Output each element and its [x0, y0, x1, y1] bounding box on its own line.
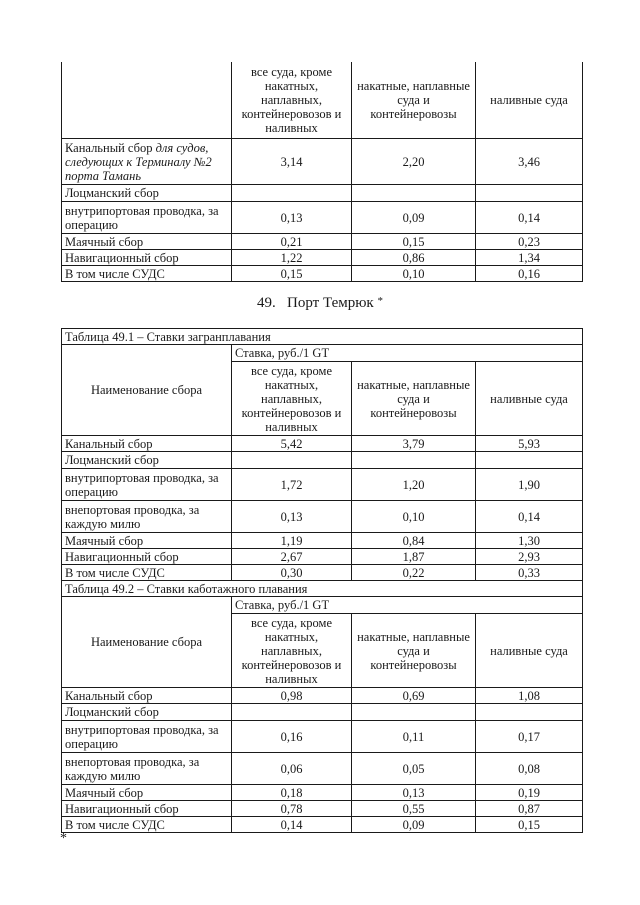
empty-cell [232, 704, 352, 721]
row-label: внутрипортовая проводка, за операцию [62, 202, 232, 234]
row-label: Маячный сбор [62, 533, 232, 549]
rate-header: Ставка, руб./1 GT [232, 345, 583, 362]
table-row [62, 185, 583, 202]
empty-cell [476, 185, 583, 202]
header-cell-all-vessels: все суда, кроме накатных, наплавных, контейнеровозов и наливных [232, 362, 352, 436]
value-cell: 1,08 [476, 688, 583, 704]
value-cell: 5,93 [476, 436, 583, 452]
row-label-pilot-fee: Лоцманский сбор [62, 185, 232, 202]
header-cell-tankers: наливные суда [476, 62, 583, 139]
table-row [62, 139, 583, 185]
value-cell: 0,14 [476, 501, 583, 533]
row-label: В том числе СУДС [62, 565, 232, 581]
table-row [62, 785, 583, 801]
empty-cell [232, 185, 352, 202]
row-label: внутрипортовая проводка, за операцию [62, 721, 232, 753]
value-cell: 2,93 [476, 549, 583, 565]
footnote-marker: * [377, 295, 383, 307]
table-row [62, 549, 583, 565]
row-label: Маячный сбор [62, 234, 232, 250]
value-cell: 1,72 [232, 469, 352, 501]
value-cell: 1,90 [476, 469, 583, 501]
table-row [62, 469, 583, 501]
row-label-canal-fee: Канальный сбор [62, 436, 232, 452]
table-caption: Таблица 49.1 – Ставки загранплавания [62, 329, 583, 345]
value-cell: 0,33 [476, 565, 583, 581]
table-row [62, 721, 583, 753]
row-label-canal-fee [62, 139, 232, 185]
value-cell: 0,84 [352, 533, 476, 549]
header-cell-tankers: наливные суда [476, 362, 583, 436]
empty-cell [352, 704, 476, 721]
table-header-row [62, 62, 583, 139]
rate-header: Ставка, руб./1 GT [232, 597, 583, 614]
row-label-pilot-fee: Лоцманский сбор [62, 704, 232, 721]
row-label: В том числе СУДС [62, 817, 232, 833]
table-row [62, 266, 583, 282]
row-label: Навигационный сбор [62, 801, 232, 817]
value-cell: 0,10 [352, 266, 476, 282]
table-row [62, 436, 583, 452]
header-cell-tankers: наливные суда [476, 614, 583, 688]
value-cell: 2,67 [232, 549, 352, 565]
table-row [62, 234, 583, 250]
value-cell: 1,30 [476, 533, 583, 549]
value-cell: 1,87 [352, 549, 476, 565]
value-cell: 0,15 [232, 266, 352, 282]
value-cell: 0,22 [352, 565, 476, 581]
value-cell: 5,42 [232, 436, 352, 452]
table-row [62, 533, 583, 549]
value-cell: 1,19 [232, 533, 352, 549]
value-cell: 0,13 [232, 501, 352, 533]
table-row [62, 817, 583, 833]
canal-fee-label: Канальный сбор [65, 140, 153, 155]
empty-cell [352, 185, 476, 202]
value-cell: 3,46 [476, 139, 583, 185]
empty-cell [352, 452, 476, 469]
canal-fee-note: для судов, следующих к Терминалу №2 порта Тамань [65, 140, 212, 183]
value-cell: 0,10 [352, 501, 476, 533]
row-label-canal-fee: Канальный сбор [62, 688, 232, 704]
table-row [62, 704, 583, 721]
value-cell: 0,15 [476, 817, 583, 833]
value-cell: 0,86 [352, 250, 476, 266]
header-cell-all-vessels: все суда, кроме накатных, наплавных, контейнеровозов и наливных [232, 614, 352, 688]
value-cell: 0,15 [352, 234, 476, 250]
value-cell: 0,18 [232, 785, 352, 801]
table-row [62, 202, 583, 234]
table-row [62, 501, 583, 533]
header-cell-empty [62, 62, 232, 139]
value-cell: 0,09 [352, 817, 476, 833]
value-cell: 0,14 [232, 817, 352, 833]
table-caption: Таблица 49.2 – Ставки каботажного плавания [62, 581, 583, 597]
value-cell: 3,79 [352, 436, 476, 452]
value-cell: 0,78 [232, 801, 352, 817]
value-cell: 0,17 [476, 721, 583, 753]
value-cell: 0,05 [352, 753, 476, 785]
footnote-marker: * [60, 831, 67, 846]
section-title: Порт Темрюк [287, 295, 374, 311]
value-cell: 3,14 [232, 139, 352, 185]
row-label: внутрипортовая проводка, за операцию [62, 469, 232, 501]
value-cell: 0,30 [232, 565, 352, 581]
value-cell: 0,23 [476, 234, 583, 250]
row-label: Навигационный сбор [62, 549, 232, 565]
table-row [62, 565, 583, 581]
value-cell: 0,09 [352, 202, 476, 234]
row-label: Маячный сбор [62, 785, 232, 801]
value-cell: 0,06 [232, 753, 352, 785]
table-row [62, 250, 583, 266]
value-cell: 1,22 [232, 250, 352, 266]
value-cell: 1,34 [476, 250, 583, 266]
section-heading [0, 294, 640, 313]
value-cell: 0,55 [352, 801, 476, 817]
table-caption-row [62, 581, 583, 597]
row-label: Навигационный сбор [62, 250, 232, 266]
value-cell: 0,08 [476, 753, 583, 785]
header-cell-all-vessels: все суда, кроме накатных, наплавных, контейнеровозов и наливных [232, 62, 352, 139]
table-caption-row [62, 329, 583, 345]
value-cell: 0,14 [476, 202, 583, 234]
table-row [62, 753, 583, 785]
value-cell: 0,16 [232, 721, 352, 753]
name-header: Наименование сбора [62, 345, 232, 436]
value-cell: 0,11 [352, 721, 476, 753]
name-header: Наименование сбора [62, 597, 232, 688]
value-cell: 0,13 [352, 785, 476, 801]
table-row [62, 688, 583, 704]
value-cell: 0,69 [352, 688, 476, 704]
row-label: В том числе СУДС [62, 266, 232, 282]
value-cell: 0,98 [232, 688, 352, 704]
empty-cell [232, 452, 352, 469]
header-cell-roro-container: накатные, наплавные суда и контейнеровозы [352, 62, 476, 139]
empty-cell [476, 704, 583, 721]
empty-cell [476, 452, 583, 469]
section-number: 49. [257, 295, 276, 311]
header-cell-roro-container: накатные, наплавные суда и контейнеровозы [352, 362, 476, 436]
tariff-table-continued [61, 62, 583, 282]
value-cell: 1,20 [352, 469, 476, 501]
value-cell: 2,20 [352, 139, 476, 185]
table-row [62, 452, 583, 469]
table-header-row [62, 345, 583, 362]
row-label: внепортовая проводка, за каждую милю [62, 753, 232, 785]
value-cell: 0,21 [232, 234, 352, 250]
value-cell: 0,19 [476, 785, 583, 801]
value-cell: 0,13 [232, 202, 352, 234]
header-cell-roro-container: накатные, наплавные суда и контейнеровозы [352, 614, 476, 688]
value-cell: 0,16 [476, 266, 583, 282]
tariff-table-temryuk [61, 328, 583, 833]
row-label: внепортовая проводка, за каждую милю [62, 501, 232, 533]
table-header-row [62, 597, 583, 614]
value-cell: 0,87 [476, 801, 583, 817]
table-row [62, 801, 583, 817]
row-label-pilot-fee: Лоцманский сбор [62, 452, 232, 469]
